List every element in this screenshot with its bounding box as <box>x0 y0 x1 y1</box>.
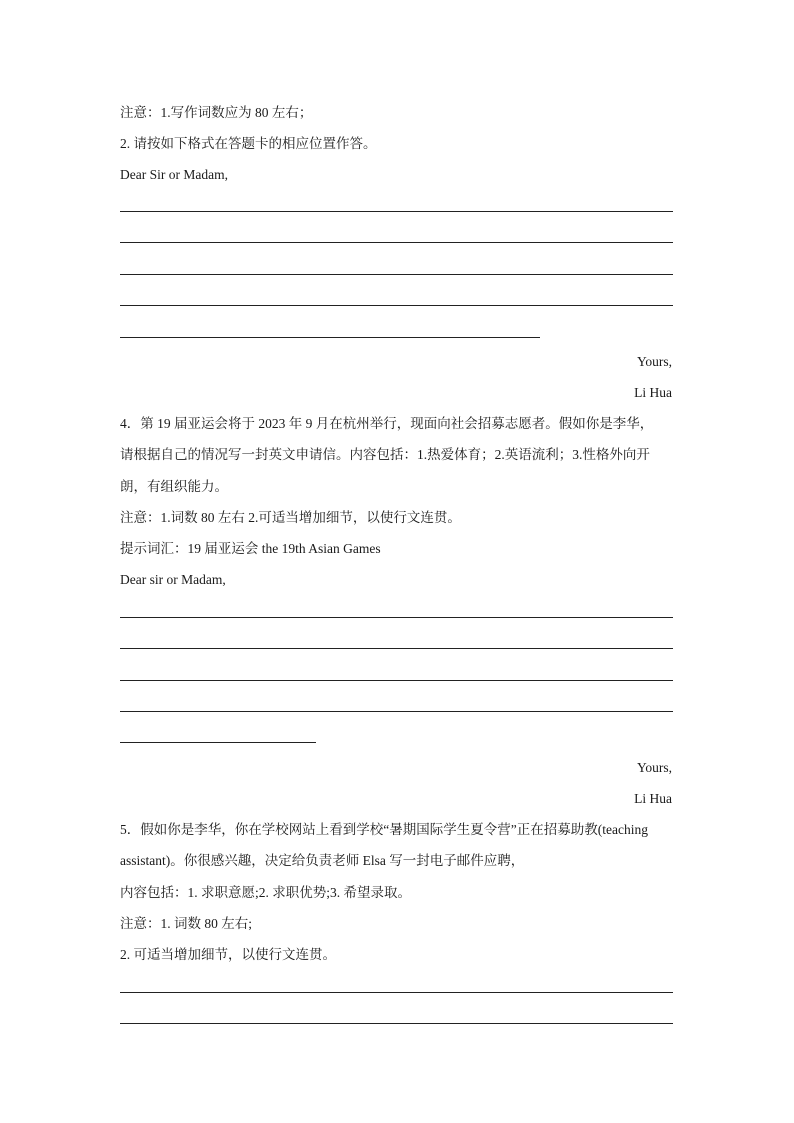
q5-prompt-line-1: 5．假如你是李华，你在学校网站上看到学校“暑期国际学生夏令营”正在招募助教(teaching <box>120 822 648 837</box>
q4-signature: Li Hua <box>634 791 672 806</box>
answer-line <box>120 1023 673 1024</box>
q5-prompt-line-2: assistant)。你很感兴趣，决定给负责老师 Elsa 写一封电子邮件应聘， <box>120 853 525 868</box>
q3-signature: Li Hua <box>634 385 672 400</box>
q5-note-1: 注意：1. 词数 80 左右; <box>120 916 253 931</box>
q3-note-1: 注意：1.写作词数应为 80 左右； <box>120 105 313 120</box>
q5-note-2: 2. 可适当增加细节，以使行文连贯。 <box>120 947 336 962</box>
q5-content: 内容包括：1. 求职意愿;2. 求职优势;3. 希望录取。 <box>120 885 412 900</box>
q4-prompt-line-1: 4．第 19 届亚运会将于 2023 年 9 月在杭州举行，现面向社会招募志愿者。假如你是李华， <box>120 416 654 431</box>
answer-line <box>120 274 673 275</box>
answer-line <box>120 211 673 212</box>
answer-line <box>120 648 673 649</box>
q4-salutation: Dear sir or Madam, <box>120 572 226 587</box>
q4-prompt-line-2: 请根据自己的情况写一封英文申请信。内容包括：1.热爱体育；2.英语流利；3.性格外向开 <box>120 447 650 462</box>
answer-line <box>120 711 673 712</box>
q4-hint: 提示词汇：19 届亚运会 the 19th Asian Games <box>120 541 381 556</box>
q4-note: 注意：1.词数 80 左右 2.可适当增加细节，以使行文连贯。 <box>120 510 461 525</box>
q4-prompt-line-3: 朗，有组织能力。 <box>120 479 228 494</box>
answer-line <box>120 617 673 618</box>
answer-line <box>120 742 316 743</box>
answer-line <box>120 242 673 243</box>
answer-line <box>120 337 540 338</box>
q3-salutation: Dear Sir or Madam, <box>120 167 228 182</box>
answer-line <box>120 992 673 993</box>
q3-closing: Yours, <box>636 354 672 369</box>
answer-line <box>120 680 673 681</box>
answer-line <box>120 305 673 306</box>
q3-note-2: 2. 请按如下格式在答题卡的相应位置作答。 <box>120 136 377 151</box>
q4-closing: Yours, <box>636 760 672 775</box>
